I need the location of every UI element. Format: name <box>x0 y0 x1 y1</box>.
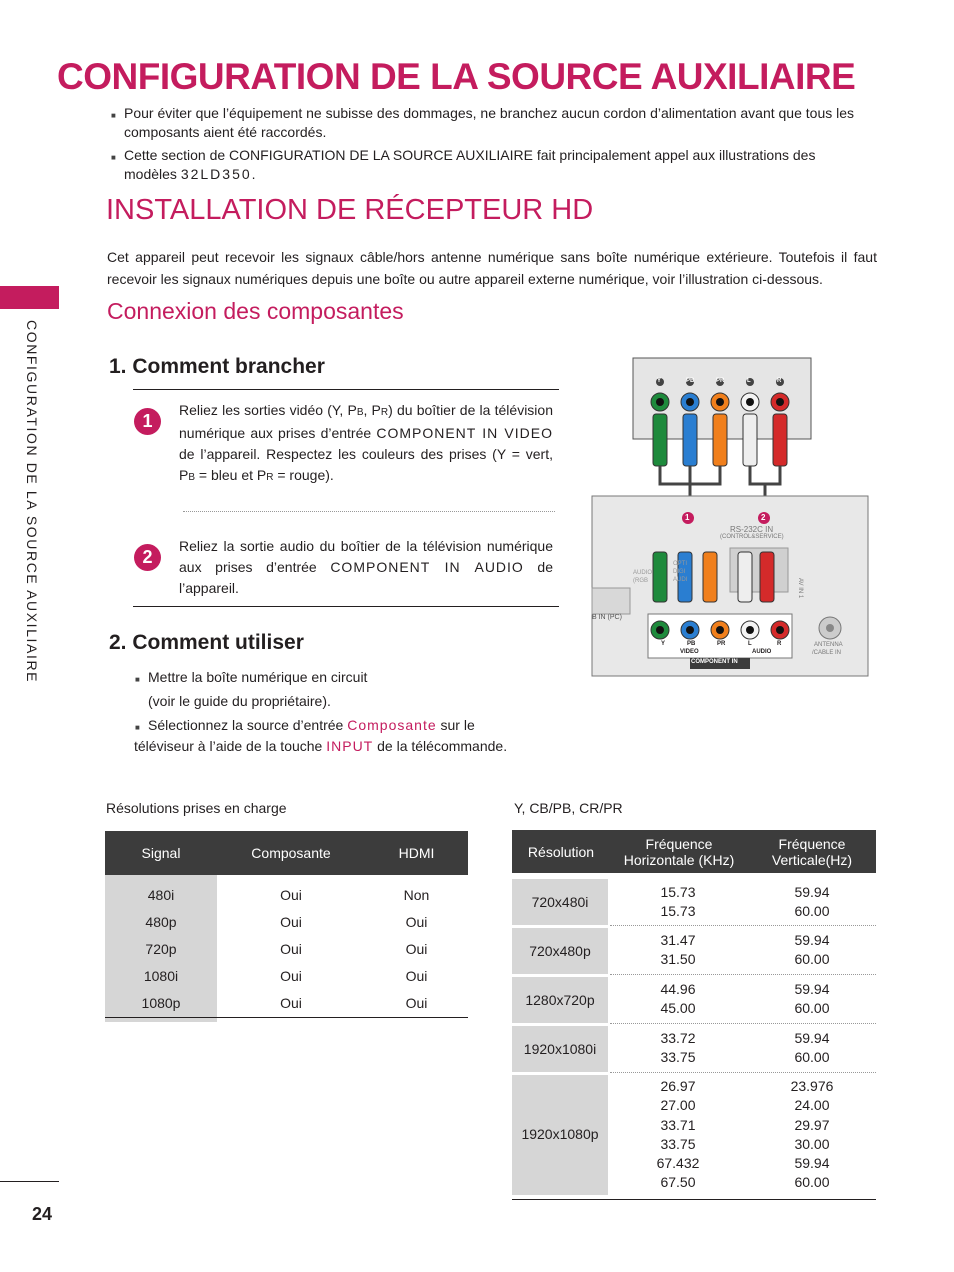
table2-bottom-rule <box>512 1199 876 1200</box>
row-divider <box>610 1023 876 1024</box>
table-row: 1080i Oui Oui <box>105 962 468 989</box>
table2-header-vertical: Fréquence Verticale(Hz) <box>771 835 853 868</box>
section-intro: Cet appareil peut recevoir les signaux câble/hors antenne numérique sans boîte numérique extérieure. Toutefois il faut recevoir les signaux numériques depuis une boîte ou autre appareil externe numérique, voir l’illustration ci-dessous. <box>107 249 877 287</box>
step-divider <box>183 511 555 512</box>
row-divider <box>610 1072 876 1073</box>
row-divider <box>610 974 876 975</box>
table2-header-horizontal: Fréquence Horizontale (KHz) <box>623 835 735 868</box>
component-pb-label: PB <box>687 641 696 647</box>
table2-header <box>512 830 876 873</box>
page-number: 24 <box>32 1204 53 1224</box>
model-name: 32LD350 <box>180 166 252 182</box>
rgb-in-label: B IN (PC) <box>592 614 622 621</box>
table1-header-signal: Signal <box>105 831 217 875</box>
timing-table <box>512 830 876 1200</box>
component-y-label: Y <box>661 641 666 647</box>
input-keyword: INPUT <box>326 738 374 754</box>
component-r-label: R <box>777 641 782 647</box>
component-connection-diagram <box>590 356 870 678</box>
supported-resolutions-table <box>105 831 468 1022</box>
step2-heading: 2. Comment utiliser <box>109 631 304 654</box>
settop-label-r: R <box>777 378 782 384</box>
settop-label-pb: PB <box>686 378 695 384</box>
table1-header-hdmi: HDMI <box>365 831 468 875</box>
table-row: 480i Oui Non <box>105 881 468 908</box>
table-row: 720x480p 31.47 31.50 59.94 60.00 <box>512 928 876 974</box>
antenna-label: ANTENNA <box>814 642 843 648</box>
page-number-rule <box>0 1181 59 1182</box>
optical-label: OPTI <box>673 561 688 567</box>
rs232-label: RS-232C IN <box>730 525 774 534</box>
settop-label-l: L <box>747 378 751 384</box>
table-row: 480p Oui Oui <box>105 908 468 935</box>
table-row: 1280x720p 44.96 45.00 59.94 60.00 <box>512 977 876 1023</box>
side-label: CONFIGURATION DE LA SOURCE AUXILIAIRE <box>24 320 40 684</box>
section-title: INSTALLATION DE RÉCEPTEUR HD <box>106 194 594 226</box>
table-row: 720x480i 15.73 15.73 59.94 60.00 <box>512 879 876 925</box>
source-keyword: Composante <box>347 717 437 733</box>
page-title: CONFIGURATION DE LA SOURCE AUXILIAIRE <box>57 56 856 97</box>
cable-in-label: /CABLE IN <box>812 650 842 656</box>
step1-top-rule <box>133 389 559 390</box>
audio-rgb-sublabel: (RGB <box>633 578 648 584</box>
table2-caption: Y, CB/PB, CR/PR <box>514 800 623 816</box>
settop-label-pr: PR <box>716 378 725 384</box>
row-divider <box>610 925 876 926</box>
table2-header-resolution: Résolution <box>527 843 595 860</box>
step-marker-2: 2 <box>134 544 161 571</box>
diagram-marker-1-label: 1 <box>685 513 690 522</box>
diagram-marker-2-label: 2 <box>761 513 766 522</box>
subsection-title: Connexion des composantes <box>107 298 404 324</box>
av-in-label: AV IN 1 <box>797 578 803 599</box>
component-pr-label: PR <box>717 641 726 647</box>
step1-bottom-rule <box>133 606 559 607</box>
intro-bullet-1: ■ Pour éviter que l’équipement ne subisse des dommages, ne branchez aucun cordon d’alimentation avant que tous les composants aient été raccordés. <box>124 104 872 142</box>
step2-bullet-1b: (voir le guide du propriétaire). <box>148 693 331 709</box>
rgb-port <box>592 588 630 614</box>
table1-caption: Résolutions prises en charge <box>106 800 287 816</box>
step-marker-1: 1 <box>134 408 161 435</box>
step2-bullet-2b: téléviseur à l’aide de la touche INPUT de la télécommande. <box>134 738 508 754</box>
table-row: 1920x1080p 26.97 27.00 33.71 33.75 67.432 67.50 23.976 24.00 29.97 30.00 59.94 60.00 <box>512 1075 876 1195</box>
optical-sublabel-1: DIGI <box>673 569 686 575</box>
table-row: 720p Oui Oui <box>105 935 468 962</box>
table1-header-component: Composante <box>217 831 365 875</box>
step1-text1: Reliez les sorties vidéo (Y, PB, PR) du boîtier de la télévision numérique aux prises d’entrée COMPONENT IN VIDEO de l’appareil. Respectez les couleurs des prises (Y = vert, PB = bleu et PR = rouge). <box>179 402 553 483</box>
step2-bullet-1: ■ Mettre la boîte numérique en circuit <box>148 667 568 688</box>
optical-sublabel-2: AUDI <box>673 577 688 583</box>
component-in-label: COMPONENT IN <box>691 659 738 665</box>
step1-text2: Reliez la sortie audio du boîtier de la télévision numérique aux prises d’entrée COMPONENT IN AUDIO de l’appareil. <box>179 538 553 596</box>
component-audio-label: AUDIO <box>752 649 772 655</box>
table1-bottom-rule <box>105 1017 468 1018</box>
audio-rgb-label: AUDIO <box>633 570 653 576</box>
settop-label-y: Y <box>657 378 662 384</box>
table-row: 1920x1080i 33.72 33.75 59.94 60.00 <box>512 1026 876 1072</box>
component-l-label: L <box>748 641 752 647</box>
component-video-label: VIDEO <box>680 649 699 655</box>
table-row: 1080p Oui Oui <box>105 989 468 1016</box>
step1-heading: 1. Comment brancher <box>109 355 325 378</box>
side-tab-marker <box>0 286 59 309</box>
step2-bullet-2: ■ Sélectionnez la source d’entrée Composante sur le <box>148 715 568 736</box>
intro-bullet-2: ■ Cette section de CONFIGURATION DE LA SOURCE AUXILIAIRE fait principalement appel aux illustrations des modèles 32LD350. <box>124 146 872 184</box>
rs232-sublabel: (CONTROL&SERVICE) <box>720 534 784 540</box>
